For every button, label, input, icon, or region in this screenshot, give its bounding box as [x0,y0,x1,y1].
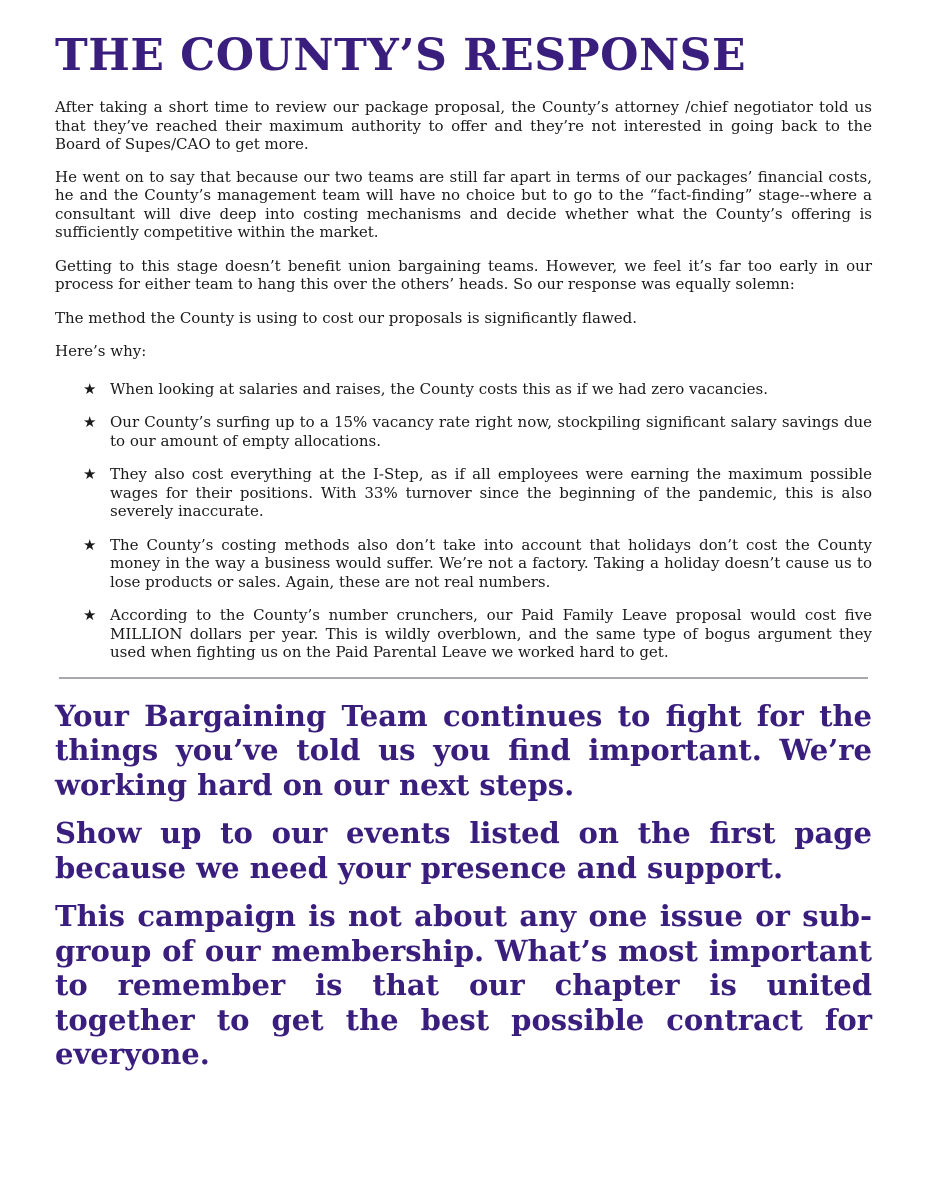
star-icon: ★ [83,379,97,398]
list-item [83,413,872,450]
callout-bargaining-team: Your Bargaining Team continues to fight for the things you’ve told us you find important. We’re working hard on our next steps. [55,698,872,802]
star-icon: ★ [83,413,97,431]
star-icon: ★ [83,465,97,483]
paragraph-attorney-response: After taking a short time to review our package proposal, the County’s attorney /chief negotiator told us that they’ve reached their maximum authority to offer and they’re not interested in going back to the Board of Supes/CAO to get more. [55,98,872,153]
paragraph-fact-finding: He went on to say that because our two teams are still far apart in terms of our packages’ financial costs, he and the County’s management team will have no choice but to go to the “fact-finding” stage--where a consultant will dive deep into costing mechanisms and decide whether what the County’s offering is sufficiently competitive within the market. [55,167,872,241]
list-item-text: The County’s costing methods also don’t take into account that holidays don’t cost the County money in the way a business would suffer. We’re not a factory. Taking a holiday doesn’t cause us to lose products or sales. Again, these are not real numbers. [110,535,872,591]
page-title: THE COUNTY’S RESPONSE [55,30,746,81]
callout-show-up: Show up to our events listed on the first page because we need your presence and support. [55,816,872,885]
reasons-list [55,380,872,662]
list-item [83,465,872,521]
list-item-text: They also cost everything at the I-Step, as if all employees were earning the maximum possible wages for their positions. With 33% turnover since the beginning of the pandemic, this is also severely inaccurate. [110,465,872,520]
paragraph-our-response: Getting to this stage doesn’t benefit union bargaining teams. However, we feel it’s far too early in our process for either team to hang this over the others’ heads. So our response was equally solemn: [55,256,872,293]
body-section [55,98,872,662]
star-icon: ★ [83,606,97,624]
callout-campaign-united: This campaign is not about any one issue or sub-group of our membership. What’s most important to remember is that our chapter is united together to get the best possible contract for everyone. [55,899,872,1071]
list-item-text: Our County’s surfing up to a 15% vacancy rate right now, stockpiling significant salary savings due to our amount of empty allocations. [110,413,872,450]
list-item [83,380,872,399]
list-item-text: According to the County’s number crunchers, our Paid Family Leave proposal would cost five MILLION dollars per year. This is wildly overblown, and the same type of bogus argument they used when fighting us on the Paid Parental Leave we worked hard to get. [110,606,872,661]
list-item [83,536,872,592]
paragraph-method-flawed: The method the County is using to cost our proposals is significantly flawed. [55,308,638,327]
star-icon: ★ [83,535,97,554]
paragraph-heres-why: Here’s why: [55,342,147,360]
list-item [83,606,872,662]
list-item-text: When looking at salaries and raises, the County costs this as if we had zero vacancies. [110,379,768,398]
section-divider [59,677,868,679]
